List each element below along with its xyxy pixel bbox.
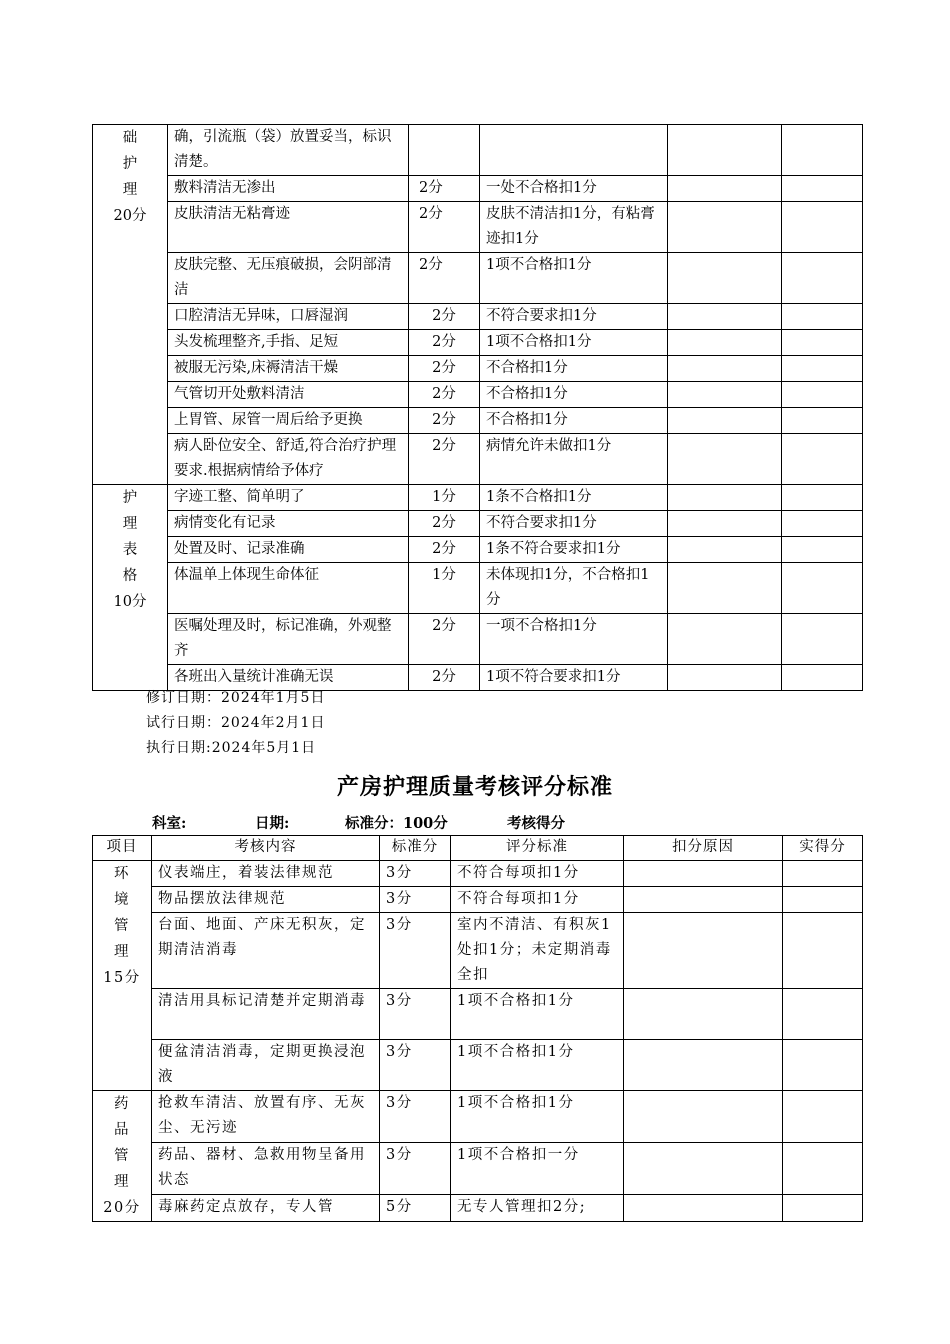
actual-score-cell[interactable] bbox=[782, 253, 863, 304]
actual-score-cell[interactable] bbox=[782, 382, 863, 408]
deduction-reason-cell[interactable] bbox=[668, 202, 782, 253]
content-cell: 便盆清洁消毒，定期更换浸泡液 bbox=[152, 1040, 380, 1091]
table-row bbox=[93, 861, 863, 887]
score-cell: 5分 bbox=[380, 1195, 451, 1222]
table-row bbox=[93, 408, 863, 434]
assessment-score-label: 考核得分 bbox=[507, 815, 565, 832]
criteria-cell: 一项不合格扣1分 bbox=[480, 614, 668, 665]
score-cell: 2分 bbox=[409, 511, 480, 537]
actual-score-cell[interactable] bbox=[782, 434, 863, 485]
actual-score-cell[interactable] bbox=[782, 563, 863, 614]
category-cell: 药 品 管 理 20分 bbox=[93, 1091, 152, 1222]
score-cell: 1分 bbox=[409, 485, 480, 511]
deduction-reason-cell[interactable] bbox=[668, 511, 782, 537]
score-cell: 2分 bbox=[409, 356, 480, 382]
header-deduction-reason: 扣分原因 bbox=[624, 836, 783, 861]
deduction-reason-cell[interactable] bbox=[668, 408, 782, 434]
criteria-cell: 室内不清洁、有积灰1处扣1分；未定期消毒全扣 bbox=[451, 913, 624, 989]
category-cell: 护 理 表 格 10分 bbox=[93, 485, 168, 691]
category-cell: 础 护 理 20分 bbox=[93, 125, 168, 485]
criteria-cell: 1项不合格扣1分 bbox=[451, 1091, 624, 1143]
deduction-reason-cell[interactable] bbox=[624, 861, 783, 887]
revised-date: 修订日期：2024年1月5日 bbox=[146, 690, 326, 706]
table-row bbox=[93, 202, 863, 253]
header-item: 项目 bbox=[93, 836, 152, 861]
scoring-table-continued bbox=[92, 124, 863, 691]
content-cell: 皮肤清洁无粘膏迹 bbox=[168, 202, 409, 253]
criteria-cell: 不合格扣1分 bbox=[480, 382, 668, 408]
deduction-reason-cell[interactable] bbox=[668, 485, 782, 511]
content-cell: 被服无污染,床褥清洁干燥 bbox=[168, 356, 409, 382]
score-cell: 3分 bbox=[380, 913, 451, 989]
table-row bbox=[93, 1091, 863, 1143]
header-standard-score: 标准分 bbox=[380, 836, 451, 861]
actual-score-cell[interactable] bbox=[783, 1143, 863, 1195]
table-row bbox=[93, 330, 863, 356]
content-cell: 药品、器材、急救用物呈备用状态 bbox=[152, 1143, 380, 1195]
criteria-cell: 无专人管理扣2分; bbox=[451, 1195, 624, 1222]
table-row bbox=[93, 614, 863, 665]
content-cell: 头发梳理整齐,手指、足短 bbox=[168, 330, 409, 356]
table-row bbox=[93, 1195, 863, 1222]
criteria-cell: 不符合每项扣1分 bbox=[451, 861, 624, 887]
page-title: 产房护理质量考核评分标准 bbox=[336, 774, 613, 800]
actual-score-cell[interactable] bbox=[782, 408, 863, 434]
score-cell: 2分 bbox=[409, 382, 480, 408]
deduction-reason-cell[interactable] bbox=[668, 537, 782, 563]
criteria-cell: 不符合要求扣1分 bbox=[480, 511, 668, 537]
content-cell: 气管切开处敷料清洁 bbox=[168, 382, 409, 408]
table-row bbox=[93, 125, 863, 176]
actual-score-cell[interactable] bbox=[782, 176, 863, 202]
content-cell: 仪表端庄，着装法律规范 bbox=[152, 861, 380, 887]
deduction-reason-cell[interactable] bbox=[668, 434, 782, 485]
actual-score-cell[interactable] bbox=[783, 887, 863, 913]
table-row bbox=[93, 887, 863, 913]
table-row bbox=[93, 304, 863, 330]
content-cell: 各班出入量统计准确无误 bbox=[168, 665, 409, 691]
table-row bbox=[93, 1040, 863, 1091]
score-cell: 2分 bbox=[409, 176, 480, 202]
criteria-cell: 不合格扣1分 bbox=[480, 356, 668, 382]
header-content: 考核内容 bbox=[152, 836, 380, 861]
actual-score-cell[interactable] bbox=[783, 1040, 863, 1091]
content-cell: 确，引流瓶（袋）放置妥当，标识清楚。 bbox=[168, 125, 409, 176]
table-row bbox=[93, 485, 863, 511]
deduction-reason-cell[interactable] bbox=[668, 356, 782, 382]
actual-score-cell[interactable] bbox=[782, 665, 863, 691]
score-cell: 2分 bbox=[409, 253, 480, 304]
content-cell: 物品摆放法律规范 bbox=[152, 887, 380, 913]
score-cell: 1分 bbox=[409, 563, 480, 614]
deduction-reason-cell[interactable] bbox=[668, 614, 782, 665]
deduction-reason-cell[interactable] bbox=[624, 989, 783, 1040]
deduction-reason-cell[interactable] bbox=[668, 253, 782, 304]
deduction-reason-cell[interactable] bbox=[668, 330, 782, 356]
table-row bbox=[93, 913, 863, 989]
criteria-cell: 病情允许未做扣1分 bbox=[480, 434, 668, 485]
content-cell: 病人卧位安全、舒适,符合治疗护理要求.根据病情给予体疗 bbox=[168, 434, 409, 485]
score-cell: 2分 bbox=[409, 202, 480, 253]
delivery-room-scoring-table bbox=[92, 835, 863, 1222]
deduction-reason-cell[interactable] bbox=[668, 176, 782, 202]
deduction-reason-cell[interactable] bbox=[624, 913, 783, 989]
criteria-cell: 不合格扣1分 bbox=[480, 408, 668, 434]
table-row bbox=[93, 356, 863, 382]
criteria-cell: 1条不合格扣1分 bbox=[480, 485, 668, 511]
criteria-cell: 1项不合格扣1分 bbox=[480, 253, 668, 304]
criteria-cell: 1项不合格扣一分 bbox=[451, 1143, 624, 1195]
actual-score-cell[interactable] bbox=[782, 614, 863, 665]
actual-score-cell[interactable] bbox=[782, 485, 863, 511]
actual-score-cell[interactable] bbox=[782, 537, 863, 563]
actual-score-cell[interactable] bbox=[782, 511, 863, 537]
header-criteria: 评分标准 bbox=[451, 836, 624, 861]
criteria-cell: 1项不合格扣1分 bbox=[480, 330, 668, 356]
content-cell: 清洁用具标记清楚并定期消毒 bbox=[152, 989, 380, 1040]
deduction-reason-cell[interactable] bbox=[624, 1195, 783, 1222]
score-cell: 3分 bbox=[380, 861, 451, 887]
criteria-cell: 一处不合格扣1分 bbox=[480, 176, 668, 202]
score-cell: 2分 bbox=[409, 408, 480, 434]
standard-score-label: 标准分：100分 bbox=[345, 815, 448, 832]
criteria-cell: 不符合每项扣1分 bbox=[451, 887, 624, 913]
criteria-cell: 1项不符合要求扣1分 bbox=[480, 665, 668, 691]
deduction-reason-cell[interactable] bbox=[624, 1091, 783, 1143]
actual-score-cell[interactable] bbox=[783, 913, 863, 989]
table-header-row bbox=[93, 836, 863, 861]
criteria-cell: 未体现扣1分，不合格扣1分 bbox=[480, 563, 668, 614]
actual-score-cell[interactable] bbox=[782, 304, 863, 330]
category-cell: 环 境 管 理 15分 bbox=[93, 861, 152, 1091]
score-cell bbox=[409, 125, 480, 176]
content-cell: 毒麻药定点放存，专人管 bbox=[152, 1195, 380, 1222]
content-cell: 敷料清洁无渗出 bbox=[168, 176, 409, 202]
actual-score-cell[interactable] bbox=[782, 356, 863, 382]
actual-score-cell[interactable] bbox=[782, 125, 863, 176]
score-cell: 3分 bbox=[380, 989, 451, 1040]
department-label: 科室: bbox=[152, 815, 187, 832]
content-cell: 抢救车清洁、放置有序、无灰尘、无污迹 bbox=[152, 1091, 380, 1143]
actual-score-cell[interactable] bbox=[783, 1091, 863, 1143]
effective-date: 执行日期:2024年5月1日 bbox=[146, 740, 317, 756]
score-cell: 2分 bbox=[409, 304, 480, 330]
deduction-reason-cell[interactable] bbox=[624, 1143, 783, 1195]
table-row bbox=[93, 176, 863, 202]
content-cell: 病情变化有记录 bbox=[168, 511, 409, 537]
content-cell: 台面、地面、产床无积灰，定期清洁消毒 bbox=[152, 913, 380, 989]
score-cell: 2分 bbox=[409, 434, 480, 485]
deduction-reason-cell[interactable] bbox=[668, 563, 782, 614]
score-cell: 3分 bbox=[380, 1143, 451, 1195]
criteria-cell: 1项不合格扣1分 bbox=[451, 1040, 624, 1091]
actual-score-cell[interactable] bbox=[782, 330, 863, 356]
trial-date: 试行日期：2024年2月1日 bbox=[146, 715, 326, 731]
content-cell: 医嘱处理及时，标记准确，外观整齐 bbox=[168, 614, 409, 665]
table-row bbox=[93, 253, 863, 304]
table-row bbox=[93, 511, 863, 537]
score-cell: 2分 bbox=[409, 614, 480, 665]
date-label: 日期: bbox=[255, 815, 290, 832]
content-cell: 体温单上体现生命体征 bbox=[168, 563, 409, 614]
criteria-cell: 1项不合格扣1分 bbox=[451, 989, 624, 1040]
criteria-cell bbox=[480, 125, 668, 176]
actual-score-cell[interactable] bbox=[782, 202, 863, 253]
table-row bbox=[93, 537, 863, 563]
table-row bbox=[93, 1143, 863, 1195]
score-cell: 3分 bbox=[380, 1040, 451, 1091]
table-row bbox=[93, 563, 863, 614]
deduction-reason-cell[interactable] bbox=[624, 1040, 783, 1091]
content-cell: 皮肤完整、无压痕破损，会阴部清洁 bbox=[168, 253, 409, 304]
actual-score-cell[interactable] bbox=[783, 989, 863, 1040]
criteria-cell: 不符合要求扣1分 bbox=[480, 304, 668, 330]
criteria-cell: 皮肤不清洁扣1分，有粘膏迹扣1分 bbox=[480, 202, 668, 253]
score-cell: 2分 bbox=[409, 665, 480, 691]
score-cell: 3分 bbox=[380, 887, 451, 913]
actual-score-cell[interactable] bbox=[783, 1195, 863, 1222]
content-cell: 处置及时、记录准确 bbox=[168, 537, 409, 563]
content-cell: 上胃管、尿管一周后给予更换 bbox=[168, 408, 409, 434]
deduction-reason-cell[interactable] bbox=[668, 304, 782, 330]
deduction-reason-cell[interactable] bbox=[624, 887, 783, 913]
criteria-cell: 1条不符合要求扣1分 bbox=[480, 537, 668, 563]
deduction-reason-cell[interactable] bbox=[668, 665, 782, 691]
table-row bbox=[93, 434, 863, 485]
deduction-reason-cell[interactable] bbox=[668, 382, 782, 408]
revision-dates bbox=[146, 686, 325, 761]
content-cell: 字迹工整、简单明了 bbox=[168, 485, 409, 511]
table-row bbox=[93, 382, 863, 408]
score-cell: 3分 bbox=[380, 1091, 451, 1143]
content-cell: 口腔清洁无异味，口唇湿润 bbox=[168, 304, 409, 330]
score-cell: 2分 bbox=[409, 537, 480, 563]
header-actual-score: 实得分 bbox=[783, 836, 863, 861]
score-cell: 2分 bbox=[409, 330, 480, 356]
actual-score-cell[interactable] bbox=[783, 861, 863, 887]
deduction-reason-cell[interactable] bbox=[668, 125, 782, 176]
table-row bbox=[93, 989, 863, 1040]
